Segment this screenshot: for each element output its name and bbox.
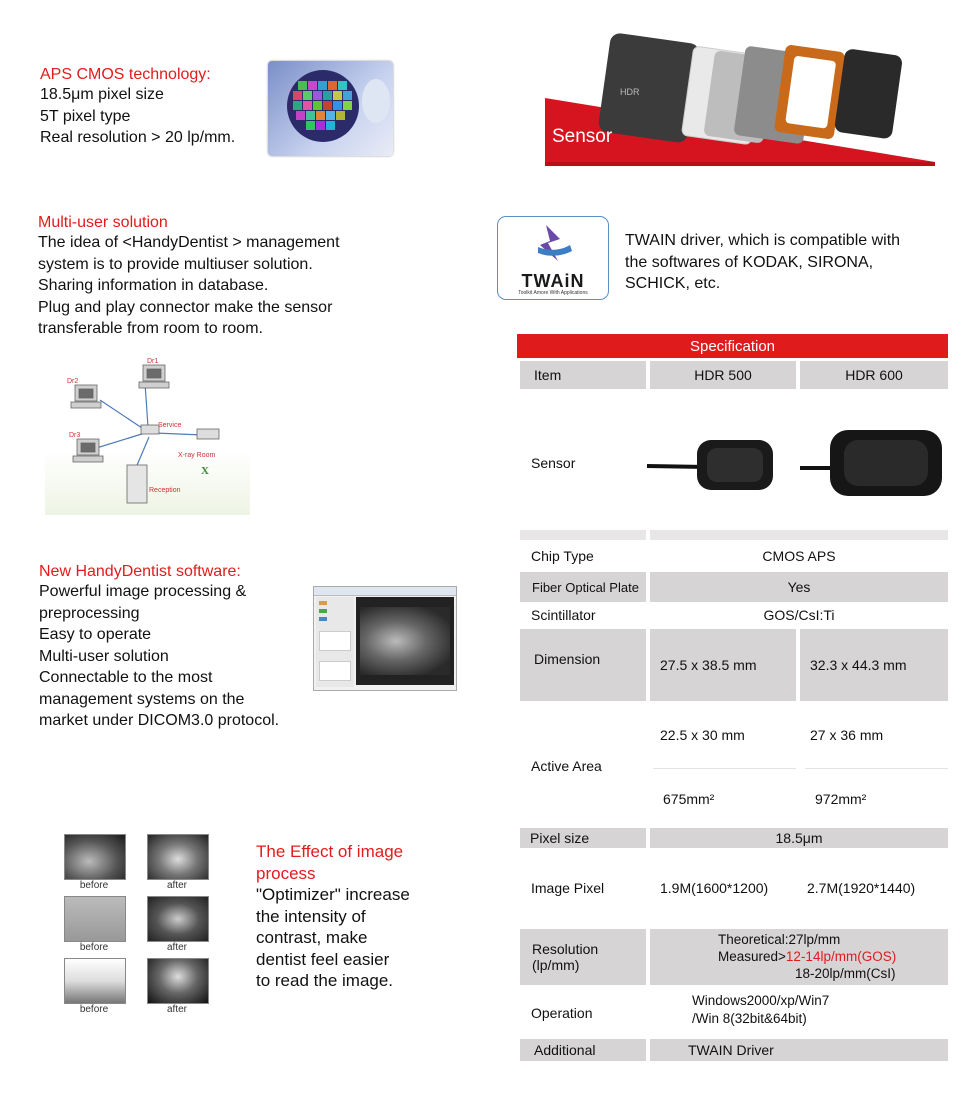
before-label: before: [79, 1004, 109, 1015]
spec-pixsize-value: 18.5μm: [650, 828, 948, 848]
net-x-mark: X: [201, 465, 209, 477]
twain-line3: SCHICK, etc.: [625, 275, 721, 292]
net-dr2: Dr2: [67, 378, 79, 385]
twain-line1: TWAIN driver, which is compatible with: [625, 232, 901, 249]
twain-logo-sub: Toolkit Amore With Applications: [518, 290, 588, 296]
spec-dim-a: 27.5 x 38.5 mm: [650, 629, 796, 701]
spec-scint-label: Scintillator: [531, 607, 596, 623]
spec-area-b2: 972mm²: [805, 768, 948, 828]
after-label: after: [166, 942, 187, 953]
sensor-banner-label: Sensor: [552, 126, 613, 147]
spec-imgpix-a: 1.9M(1600*1200): [660, 880, 769, 896]
multiuser-line: Plug and play connector make the sensor: [38, 298, 333, 316]
xray-after-1: [147, 834, 209, 880]
spec-col-item: Item: [520, 361, 646, 389]
spec-res-label1: Resolution: [532, 941, 599, 957]
spec-area-a2: 675mm²: [653, 768, 796, 828]
spec-op-line1: Windows2000/xp/Win7: [692, 993, 830, 1008]
effect-title2: process: [256, 863, 316, 883]
software-title: New HandyDentist software:: [39, 563, 241, 580]
aps-line: 18.5μm pixel size: [40, 86, 164, 103]
net-xray-room: X-ray Room: [178, 452, 216, 459]
effect-line: the intensity of: [256, 906, 366, 926]
spec-res-label: [520, 929, 646, 985]
after-label: after: [166, 880, 187, 891]
spec-col-a: HDR 500: [650, 361, 796, 389]
spec-op-line2: /Win 8(32bit&64bit): [692, 1011, 807, 1026]
net-dr3: Dr3: [69, 432, 81, 439]
spec-chip-label: Chip Type: [531, 548, 594, 564]
aps-line: Real resolution > 20 lp/mm.: [40, 129, 236, 146]
spec-op-value: [692, 992, 948, 1036]
spec-res-line1: Theoretical:27lp/mm: [718, 932, 841, 947]
spec-imgpix-b: 2.7M(1920*1440): [807, 880, 916, 896]
spec-table: [517, 334, 948, 1062]
spec-res-line2-red: 12-14lp/mm(GOS): [785, 949, 897, 964]
software-line: Connectable to the most: [39, 669, 213, 686]
xray-before-1: [64, 834, 126, 880]
spec-chip-value: CMOS APS: [762, 548, 836, 564]
software-section: [39, 563, 279, 732]
xray-before-2: [64, 896, 126, 942]
spec-col-b: HDR 600: [800, 361, 948, 389]
spec-dim-b: 32.3 x 44.3 mm: [800, 629, 948, 701]
spec-op-label: Operation: [531, 1005, 593, 1021]
spec-res-value: [650, 929, 948, 985]
aps-title: APS CMOS technology:: [40, 66, 211, 83]
spec-dim-label: Dimension: [520, 629, 646, 701]
sensor-image-hdr500: [647, 434, 787, 494]
sensor-banner: [540, 30, 940, 170]
xray-before-3: [64, 958, 126, 1004]
spec-res-line3: 18-20lp/mm(CsI): [795, 966, 896, 981]
spec-area-a: 22.5 x 30 mm: [660, 727, 745, 743]
spec-area-label: Active Area: [531, 758, 602, 774]
aps-line: 5T pixel type: [40, 107, 131, 125]
net-service: Service: [158, 422, 182, 429]
effect-line: contrast, make: [256, 928, 368, 947]
software-line: Easy to operate: [39, 626, 152, 643]
effect-line: to read the image.: [256, 971, 394, 990]
effect-line: dentist feel easier: [256, 949, 390, 969]
twain-logo-text: TWAiN: [521, 271, 585, 291]
before-label: before: [79, 880, 109, 891]
sensor-device-text: HDR: [620, 87, 640, 97]
before-label: before: [79, 942, 109, 953]
network-diagram: [45, 355, 250, 515]
spec-header: Specification: [517, 334, 948, 358]
effect-title1: The Effect of image: [256, 842, 404, 861]
spec-fiber-label: Fiber Optical Plate: [520, 572, 646, 602]
wafer-image: [268, 61, 393, 156]
aps-section: [40, 66, 235, 149]
spec-divider: [520, 530, 646, 540]
effect-line: "Optimizer" increase: [256, 885, 410, 904]
software-screenshot: [313, 586, 457, 691]
multiuser-section: [38, 214, 340, 340]
spec-divider: [650, 530, 948, 540]
twain-line2: the softwares of KODAK, SIRONA,: [625, 253, 874, 271]
multiuser-line: The idea of <HandyDentist > management: [38, 234, 340, 251]
software-line: Multi-user solution: [39, 647, 169, 665]
multiuser-title: Multi-user solution: [38, 214, 168, 231]
software-line: management systems on the: [39, 690, 245, 708]
sensor-image-hdr600: [800, 424, 948, 500]
xray-after-3: [147, 958, 209, 1004]
multiuser-line: transferable from room to room.: [38, 320, 263, 337]
spec-res-label2: (lp/mm): [532, 957, 580, 973]
twain-logo: [497, 216, 609, 300]
twain-section: [625, 230, 900, 295]
software-line: market under DICOM3.0 protocol.: [39, 712, 280, 729]
spec-res-line2-prefix: Measured>: [718, 949, 786, 964]
spec-scint-value: GOS/CsI:Ti: [763, 607, 835, 623]
after-label: after: [166, 1004, 187, 1015]
spec-add-label: Additional: [520, 1039, 646, 1061]
spec-add-value: TWAIN Driver: [650, 1039, 948, 1061]
spec-area-b: 27 x 36 mm: [810, 727, 884, 743]
spec-pixsize-label: Pixel size: [520, 828, 646, 848]
before-after-grid: [62, 832, 212, 1022]
multiuser-line: system is to provide multiuser solution.: [38, 255, 313, 273]
software-line: Powerful image processing &: [39, 583, 247, 600]
spec-imgpix-label: Image Pixel: [531, 880, 605, 896]
net-reception: Reception: [149, 487, 181, 494]
effect-section: [256, 841, 410, 992]
multiuser-line: Sharing information in database.: [38, 277, 269, 294]
xray-after-2: [147, 896, 209, 942]
spec-fiber-value: Yes: [650, 572, 948, 602]
software-line: preprocessing: [39, 604, 140, 622]
spec-sensor-label: Sensor: [531, 455, 576, 471]
net-dr1: Dr1: [147, 358, 159, 365]
